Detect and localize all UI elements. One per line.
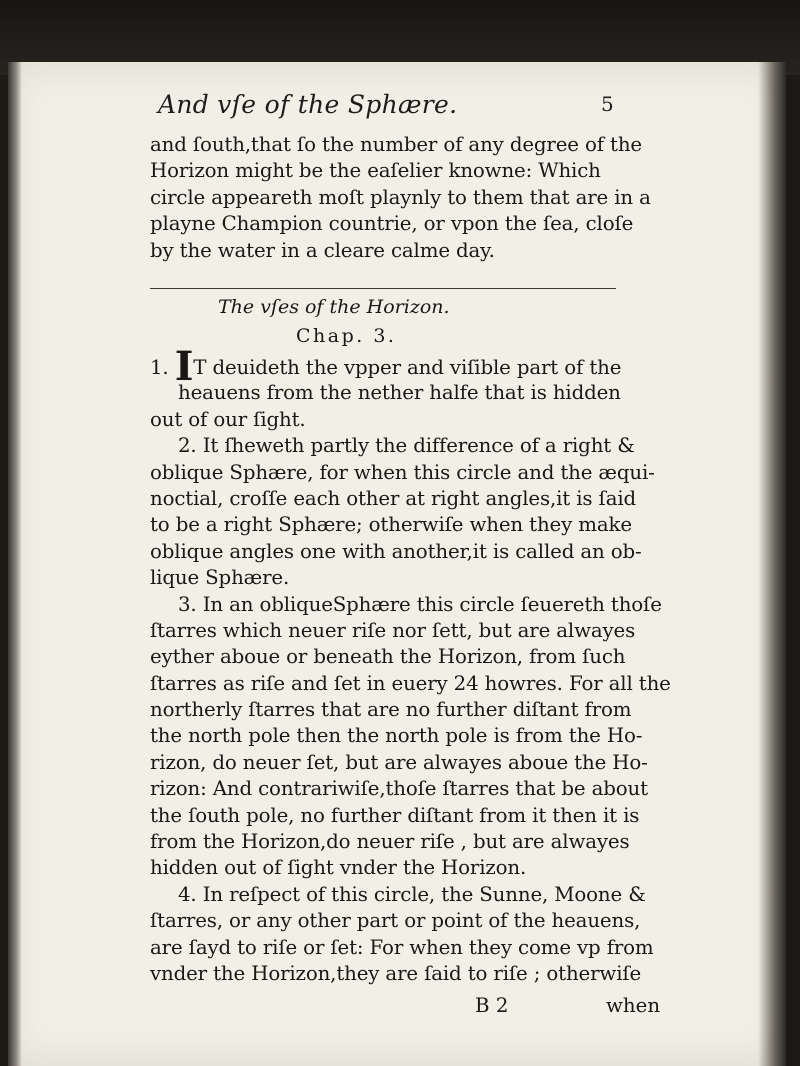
- text-line: It ſheweth partly the difference of a right &: [202, 434, 635, 458]
- paragraph-4-first-line: [150, 882, 646, 908]
- page-number: 5: [601, 92, 614, 116]
- text-line: eyther aboue or beneath the Horizon, from ſuch: [150, 645, 626, 669]
- chapter-body: [150, 343, 671, 987]
- running-head-title: And vſe of the Sphære.: [158, 90, 458, 119]
- page-edge-shadow: [758, 62, 786, 1066]
- paragraph-number: 2.: [178, 434, 197, 458]
- text-line: the ſouth pole, no further diſtant from it then it is: [150, 803, 640, 827]
- running-head: [8, 90, 786, 130]
- paragraph-1-first-line: [150, 343, 622, 390]
- text-line: In an obliqueSphære this circle ſeuereth thoſe: [202, 592, 662, 616]
- text-line: lique Sphære.: [150, 566, 290, 590]
- text-line: ſtarres as riſe and ſet in euery 24 howres. For all the: [150, 671, 671, 695]
- chapter-heading: Chap. 3.: [296, 325, 397, 347]
- section-title: The vſes of the Horizon.: [218, 296, 450, 318]
- text-line: are ſayd to riſe or ſet: For when they come vp from: [150, 935, 654, 959]
- drop-cap: I: [174, 343, 194, 390]
- section-divider: [150, 288, 616, 289]
- text-line: from the Horizon,do neuer riſe , but are alwayes: [150, 830, 630, 854]
- text-line: oblique Sphære, for when this circle and the æqui-: [150, 460, 655, 484]
- text-line: playne Champion countrie, or vpon the ſea, cloſe: [150, 212, 634, 236]
- text-line: to be a right Sphære; otherwiſe when they make: [150, 513, 632, 537]
- text-line: rizon, do neuer ſet, but are alwayes aboue the Ho-: [150, 750, 648, 774]
- text-line: circle appeareth moſt playnly to them that are in a: [150, 185, 651, 209]
- text-line: Horizon might be the eaſelier knowne: Which: [150, 159, 601, 183]
- continuation-text: [150, 132, 651, 264]
- text-line: out of our ſight.: [150, 407, 306, 431]
- text-line: hidden out of ſight vnder the Horizon.: [150, 856, 527, 880]
- text-line: and ſouth,that ſo the number of any degree of the: [150, 133, 642, 156]
- text-line: the north pole then the north pole is from the Ho-: [150, 724, 643, 748]
- text-line: In reſpect of this circle, the Sunne, Moone &: [202, 882, 646, 906]
- paragraph-number: 3.: [178, 592, 197, 616]
- text-line: oblique angles one with another,it is called an ob-: [150, 539, 642, 563]
- catchword: when: [606, 994, 661, 1017]
- text-line: T deuideth the vpper and viſible part of the: [193, 356, 622, 379]
- paragraph-number: 1.: [150, 356, 169, 379]
- text-line: vnder the Horizon,they are ſaid to riſe ; otherwiſe: [150, 961, 642, 985]
- signature-mark: B 2: [475, 994, 509, 1017]
- text-line: ſtarres, or any other part or point of the heauens,: [150, 909, 641, 933]
- book-page: [8, 62, 786, 1066]
- text-line: ſtarres which neuer riſe nor ſett, but are alwayes: [150, 618, 636, 642]
- paragraph-2-first-line: [150, 433, 635, 459]
- text-line: northerly ſtarres that are no further diſtant from: [150, 698, 632, 722]
- page-gutter-shadow: [8, 62, 22, 1066]
- page-footer: [150, 994, 661, 1022]
- text-line: noctial, croſſe each other at right angles,it is ſaid: [150, 486, 637, 510]
- text-line: by the water in a cleare calme day.: [150, 238, 495, 262]
- paragraph-number: 4.: [178, 882, 197, 906]
- text-line: rizon: And contrariwiſe,thoſe ſtarres that be about: [150, 777, 648, 801]
- paragraph-3-first-line: [150, 592, 662, 618]
- text-line: heauens from the nether halfe that is hidden: [178, 381, 621, 405]
